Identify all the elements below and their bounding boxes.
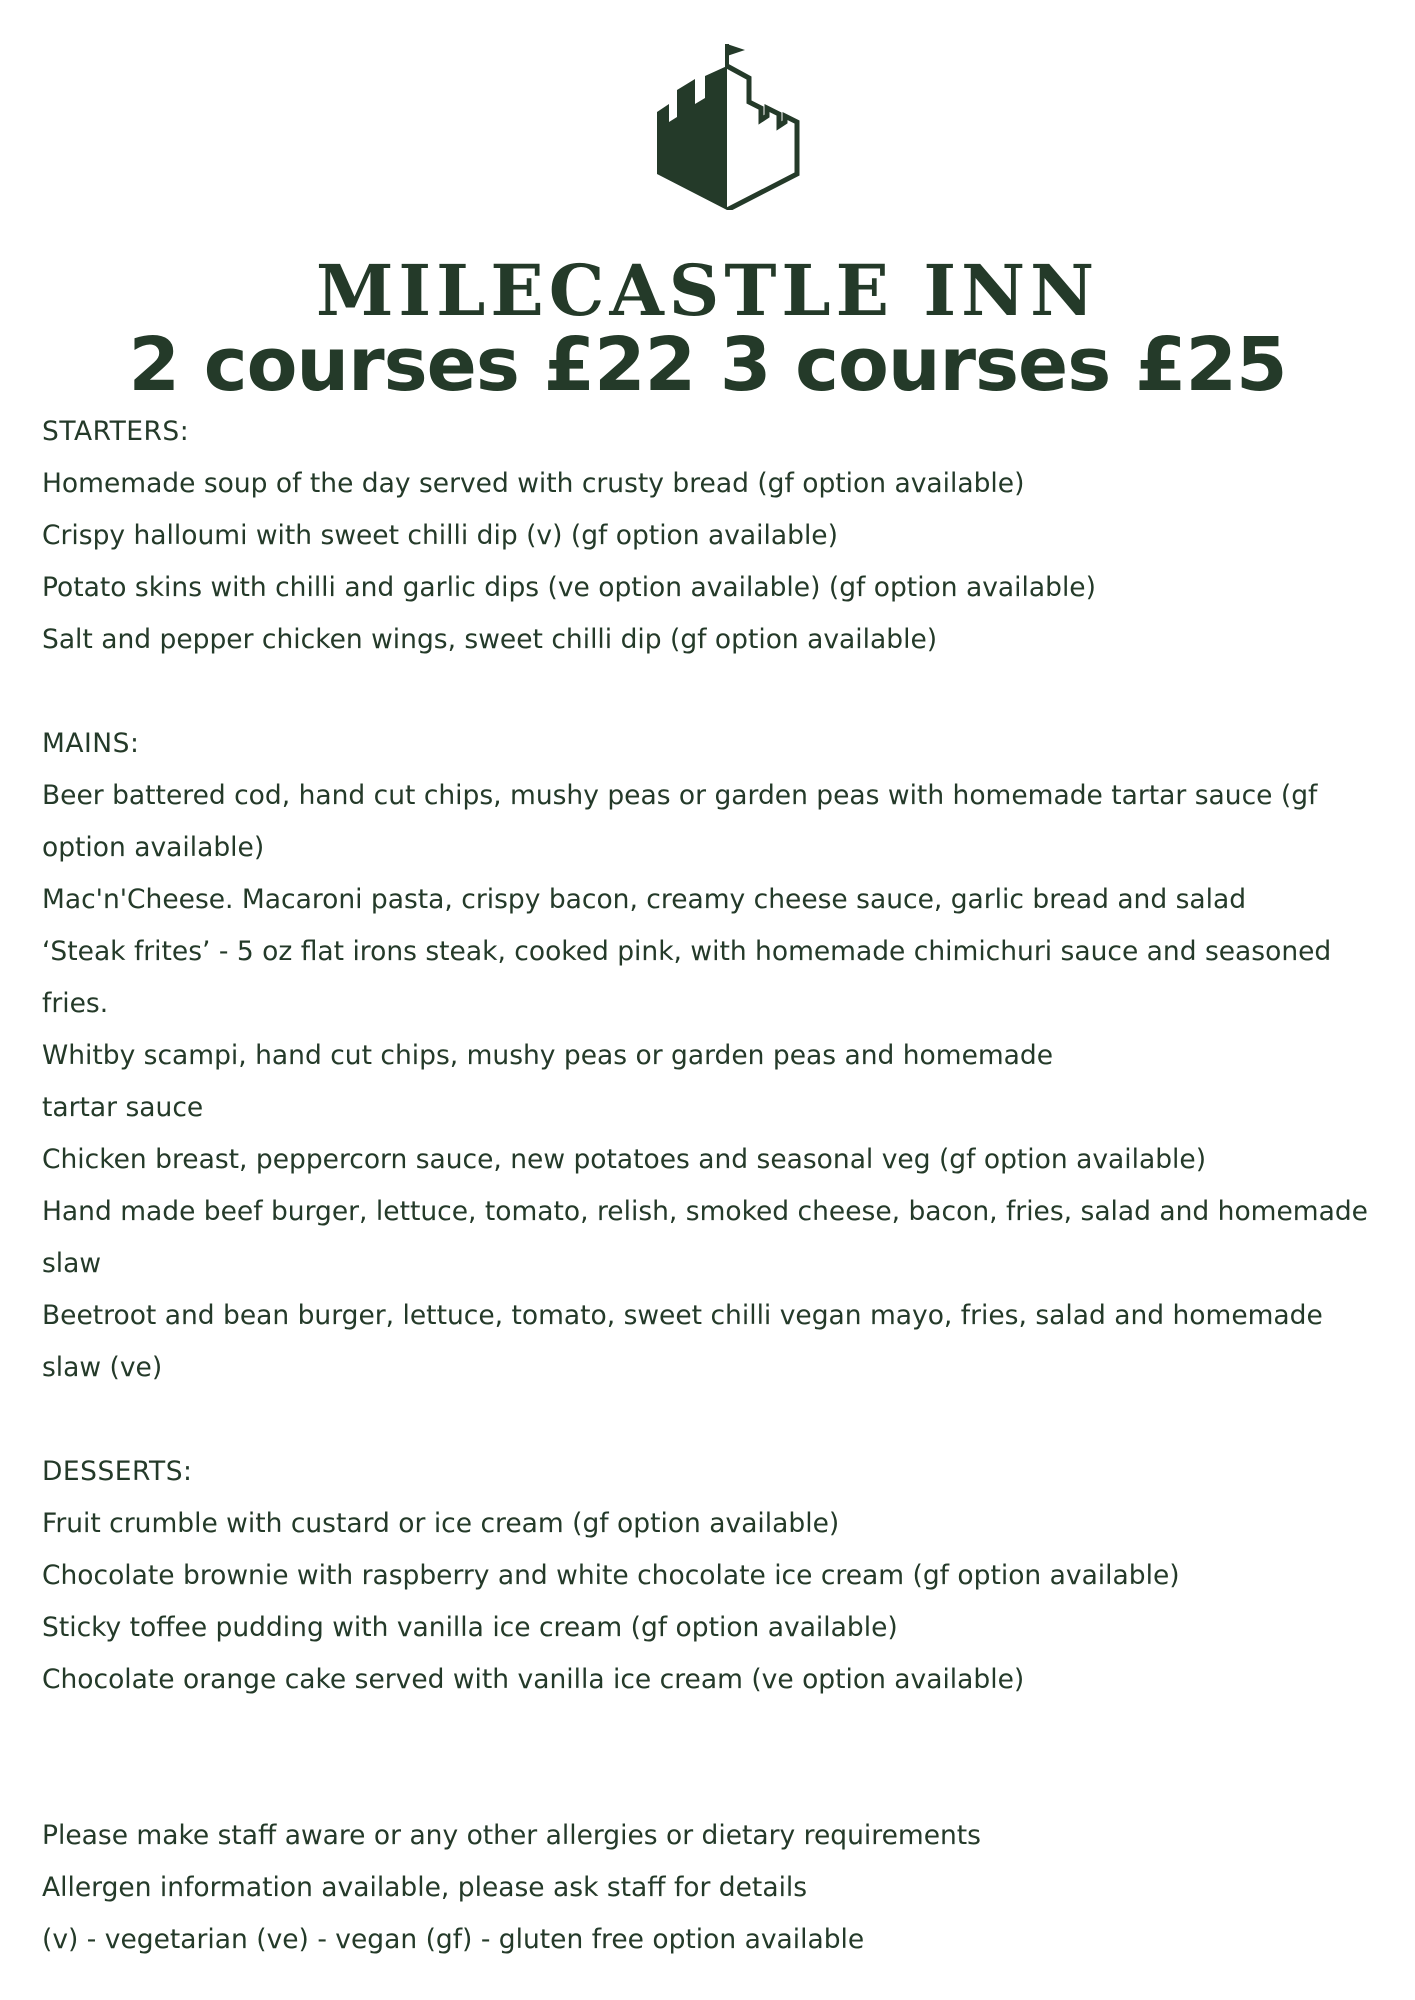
- desserts-heading: DESSERTS:: [42, 1456, 193, 1487]
- main-item: Hand made beef burger, lettuce, tomato, relish, smoked cheese, bacon, fries, salad and homemade slaw: [42, 1196, 1368, 1279]
- allergen-info-note: Allergen information available, please ask staff for details: [42, 1872, 808, 1903]
- castle-logo-icon: [655, 42, 800, 210]
- menu-body: [42, 406, 1382, 1966]
- dessert-item: Sticky toffee pudding with vanilla ice cream (gf option available): [42, 1612, 898, 1643]
- main-item: Beer battered cod, hand cut chips, mushy peas or garden peas with homemade tartar sauce (gf option available): [42, 780, 1318, 863]
- main-item-continuation: tartar sauce: [42, 1092, 204, 1123]
- dietary-key: (v) - vegetarian (ve) - vegan (gf) - gluten free option available: [42, 1924, 865, 1955]
- inn-name-title: MILECASTLE INN: [315, 249, 1100, 332]
- starter-item: Crispy halloumi with sweet chilli dip (v) (gf option available): [42, 520, 838, 551]
- main-item: Mac'n'Cheese. Macaroni pasta, crispy bacon, creamy cheese sauce, garlic bread and salad: [42, 884, 1247, 915]
- starter-item: Homemade soup of the day served with crusty bread (gf option available): [42, 468, 1025, 499]
- main-item: Whitby scampi, hand cut chips, mushy peas or garden peas and homemade: [42, 1040, 1054, 1071]
- main-item: Beetroot and bean burger, lettuce, tomato, sweet chilli vegan mayo, fries, salad and homemade slaw (ve): [42, 1300, 1323, 1383]
- main-item: Chicken breast, peppercorn sauce, new potatoes and seasonal veg (gf option available): [42, 1144, 1207, 1175]
- mains-heading: MAINS:: [42, 728, 140, 759]
- dessert-item: Chocolate brownie with raspberry and white chocolate ice cream (gf option available): [42, 1560, 1180, 1591]
- course-pricing: 2 courses £22 3 courses £25: [128, 322, 1287, 408]
- dessert-item: Fruit crumble with custard or ice cream (gf option available): [42, 1508, 840, 1539]
- section-spacer: [42, 1706, 1382, 1810]
- dessert-item: Chocolate orange cake served with vanilla ice cream (ve option available): [42, 1664, 1025, 1695]
- starter-item: Salt and pepper chicken wings, sweet chilli dip (gf option available): [42, 624, 938, 655]
- starter-item: Potato skins with chilli and garlic dips (ve option available) (gf option available): [42, 572, 1096, 603]
- allergy-note: Please make staff aware or any other allergies or dietary requirements: [42, 1820, 981, 1851]
- main-item: ‘Steak frites’ - 5 oz flat irons steak, cooked pink, with homemade chimichuri sauce and seasoned fries.: [42, 936, 1332, 1019]
- section-spacer: [42, 666, 1382, 718]
- starters-heading: STARTERS:: [42, 416, 190, 447]
- section-spacer: [42, 1394, 1382, 1446]
